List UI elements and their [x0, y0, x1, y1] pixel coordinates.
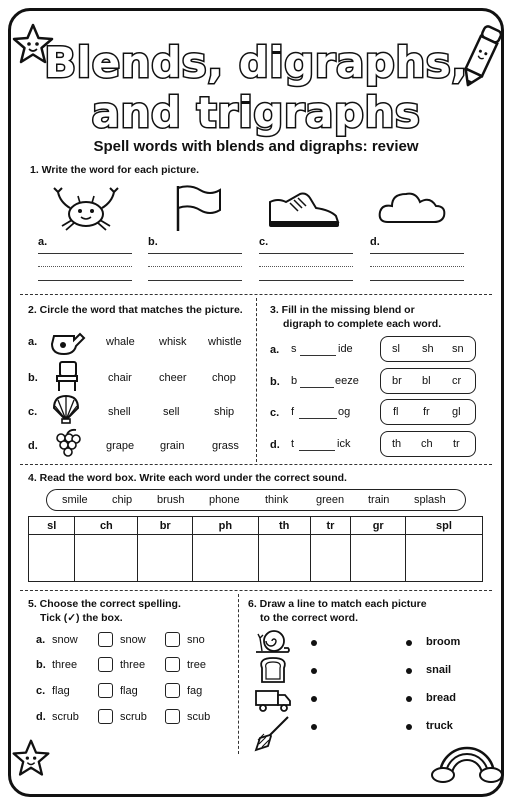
- q3-pre-b: b: [291, 375, 298, 387]
- q2-word-c1[interactable]: shell: [108, 406, 131, 418]
- snail-icon: [254, 628, 292, 654]
- write-line-c[interactable]: [259, 253, 353, 254]
- q5-word-b: three: [52, 659, 78, 671]
- q3-option-c2[interactable]: fr: [423, 406, 430, 418]
- q3-option-d1[interactable]: th: [392, 438, 402, 450]
- q5-label-c: c.: [36, 685, 46, 697]
- broom-icon: [254, 714, 292, 752]
- section-divider: [20, 294, 492, 295]
- q3-post-b: eeze: [335, 375, 359, 387]
- sound-header: th: [258, 517, 310, 535]
- crab-icon: [50, 184, 122, 232]
- q5-word-d: scrub: [52, 711, 79, 723]
- sound-header: ph: [193, 517, 259, 535]
- whistle-icon: [48, 326, 86, 356]
- write-line-a[interactable]: [38, 253, 132, 254]
- q2-label-d: d.: [28, 440, 38, 452]
- q3-blank-b[interactable]: [300, 387, 334, 388]
- q5-option-d1: scrub: [120, 711, 147, 723]
- q1-label-b: b.: [148, 236, 158, 248]
- q5-option-c1: flag: [120, 685, 138, 697]
- q5-checkbox-a2[interactable]: [165, 632, 180, 647]
- truck-icon: [254, 687, 292, 713]
- q3-post-c: og: [338, 406, 351, 418]
- q2-label-c: c.: [28, 406, 38, 418]
- q5-checkbox-d2[interactable]: [165, 709, 180, 724]
- q5-option-a1: snow: [120, 634, 146, 646]
- q6-word-snail: snail: [426, 664, 452, 676]
- q3-option-b3[interactable]: cr: [452, 375, 462, 387]
- rainbow-icon: [430, 735, 504, 783]
- q6-word-bread: bread: [426, 692, 456, 704]
- q2-word-b1[interactable]: chair: [108, 372, 132, 384]
- q2-word-d1[interactable]: grape: [106, 440, 135, 452]
- q3-label-c: c.: [270, 407, 280, 419]
- q3-option-d2[interactable]: ch: [421, 438, 433, 450]
- sound-header: spl: [406, 517, 483, 535]
- q3-post-a: ide: [338, 343, 353, 355]
- q2-label-a: a.: [28, 336, 38, 348]
- shell-icon: [50, 394, 82, 424]
- shoe-icon: [266, 188, 342, 230]
- match-dot-picture[interactable]: [311, 668, 317, 674]
- q5-label-a: a.: [36, 634, 46, 646]
- q5-option-c2: fag: [187, 685, 203, 697]
- match-dot-picture[interactable]: [311, 696, 317, 702]
- q5-option-a2: sno: [187, 634, 205, 646]
- q3-heading-line1: 3. Fill in the missing blend or: [270, 304, 415, 316]
- page-title-line1: Blends, digraphs,: [44, 38, 468, 87]
- q2-word-d2[interactable]: grain: [160, 440, 185, 452]
- q3-label-d: d.: [270, 439, 280, 451]
- word-box-word: phone: [209, 494, 240, 506]
- sound-cell[interactable]: [406, 535, 483, 582]
- q5-checkbox-b1[interactable]: [98, 657, 113, 672]
- sound-cell[interactable]: [138, 535, 193, 582]
- q5-checkbox-b2[interactable]: [165, 657, 180, 672]
- q3-option-c1[interactable]: fl: [393, 406, 399, 418]
- q5-heading-line2: Tick (✓) the box.: [40, 612, 123, 624]
- column-divider: [256, 298, 257, 462]
- q5-checkbox-c1[interactable]: [98, 683, 113, 698]
- q2-word-c3[interactable]: ship: [214, 406, 235, 418]
- q5-heading-line1: 5. Choose the correct spelling.: [28, 598, 181, 610]
- word-box: [46, 489, 466, 511]
- q5-option-d2: scub: [187, 711, 211, 723]
- sound-header: ch: [75, 517, 138, 535]
- sound-table: [28, 516, 483, 582]
- q6-heading-line1: 6. Draw a line to match each picture: [248, 598, 427, 610]
- q3-pre-a: s: [291, 343, 297, 355]
- word-box-word: smile: [62, 494, 88, 506]
- match-dot-picture[interactable]: [311, 640, 317, 646]
- q2-word-b3[interactable]: chop: [212, 372, 236, 384]
- q5-option-b1: three: [120, 659, 146, 671]
- q2-label-b: b.: [28, 372, 38, 384]
- word-box-word: green: [316, 494, 345, 506]
- match-dot-picture[interactable]: [311, 724, 317, 730]
- sound-cell[interactable]: [29, 535, 75, 582]
- q5-checkbox-a1[interactable]: [98, 632, 113, 647]
- q5-checkbox-d1[interactable]: [98, 709, 113, 724]
- page-subtitle: Spell words with blends and digraphs: review: [93, 138, 419, 155]
- match-dot-word[interactable]: [406, 668, 412, 674]
- q2-heading: 2. Circle the word that matches the picture.: [28, 304, 243, 316]
- q3-blank-c[interactable]: [299, 418, 337, 419]
- q2-word-d3[interactable]: grass: [212, 440, 239, 452]
- q1-label-c: c.: [259, 236, 269, 248]
- word-box-word: chip: [112, 494, 133, 506]
- bread-icon: [258, 656, 288, 684]
- q3-post-d: ick: [337, 438, 351, 450]
- q3-pre-d: t: [291, 438, 295, 450]
- q6-word-broom: broom: [426, 636, 461, 648]
- match-dot-word[interactable]: [406, 640, 412, 646]
- q3-label-a: a.: [270, 344, 280, 356]
- sound-header: br: [138, 517, 193, 535]
- q4-heading: 4. Read the word box. Write each word under the correct sound.: [28, 472, 347, 484]
- chair-icon: [52, 360, 82, 392]
- page-title-line2: and trigraphs: [91, 88, 421, 137]
- sound-cell[interactable]: [193, 535, 259, 582]
- column-divider: [238, 594, 239, 754]
- q2-word-a1[interactable]: whale: [106, 336, 135, 348]
- q3-blank-d[interactable]: [299, 450, 335, 451]
- q1-label-d: d.: [370, 236, 380, 248]
- grapes-icon: [52, 428, 82, 460]
- sound-cell[interactable]: [75, 535, 138, 582]
- q1-heading: 1. Write the word for each picture.: [30, 164, 200, 176]
- word-box-word: brush: [157, 494, 185, 506]
- section-divider: [20, 590, 492, 591]
- q5-label-d: d.: [36, 711, 46, 723]
- cloud-icon: [376, 188, 448, 228]
- match-dot-word[interactable]: [406, 724, 412, 730]
- q3-option-a2[interactable]: sh: [422, 343, 434, 355]
- q1-label-a: a.: [38, 236, 48, 248]
- q6-word-truck: truck: [426, 720, 453, 732]
- q5-label-b: b.: [36, 659, 46, 671]
- q3-label-b: b.: [270, 376, 280, 388]
- write-line-b[interactable]: [148, 253, 242, 254]
- sound-header: gr: [351, 517, 406, 535]
- sound-header: sl: [29, 517, 75, 535]
- q3-pre-c: f: [291, 406, 295, 418]
- q2-word-a2[interactable]: whisk: [159, 336, 187, 348]
- q6-heading-line2: to the correct word.: [260, 612, 359, 624]
- q5-word-c: flag: [52, 685, 70, 697]
- word-box-word: train: [368, 494, 390, 506]
- section-divider: [20, 464, 492, 465]
- q5-word-a: snow: [52, 634, 78, 646]
- q5-option-b2: tree: [187, 659, 206, 671]
- q3-heading-line2: digraph to complete each word.: [283, 318, 442, 330]
- write-line-d[interactable]: [370, 253, 464, 254]
- q3-option-a3[interactable]: sn: [452, 343, 464, 355]
- q2-word-c2[interactable]: sell: [163, 406, 180, 418]
- word-box-word: think: [265, 494, 289, 506]
- q3-option-b2[interactable]: bl: [422, 375, 431, 387]
- q2-word-b2[interactable]: cheer: [159, 372, 187, 384]
- q3-option-a1[interactable]: sl: [392, 343, 400, 355]
- sound-cell[interactable]: [351, 535, 406, 582]
- star-face-icon: [10, 738, 52, 780]
- match-dot-word[interactable]: [406, 696, 412, 702]
- flag-icon: [172, 184, 224, 232]
- sound-cell[interactable]: [310, 535, 351, 582]
- sound-cell[interactable]: [258, 535, 310, 582]
- q3-option-c3[interactable]: gl: [452, 406, 461, 418]
- q3-option-d3[interactable]: tr: [453, 438, 460, 450]
- sound-header: tr: [310, 517, 351, 535]
- q3-option-b1[interactable]: br: [392, 375, 402, 387]
- q3-blank-a[interactable]: [300, 355, 336, 356]
- q2-word-a3[interactable]: whistle: [208, 336, 242, 348]
- word-box-word: splash: [414, 494, 446, 506]
- q5-checkbox-c2[interactable]: [165, 683, 180, 698]
